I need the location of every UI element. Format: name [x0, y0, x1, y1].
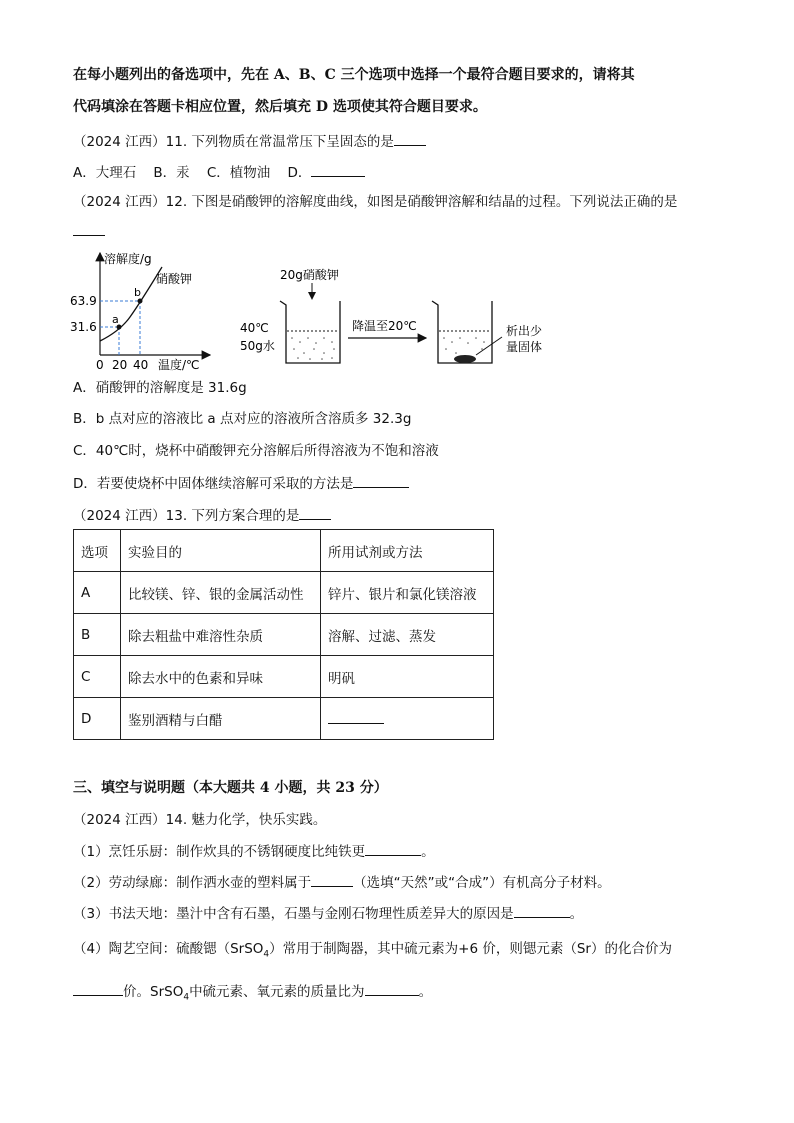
q14-part-3-text: （3）书法天地：墨汁中含有石墨，石墨与金刚石物理性质差异大的原因是	[73, 906, 514, 922]
beaker-2-dots	[443, 337, 485, 354]
q11-option-a: A．大理石	[73, 165, 137, 181]
table-row	[74, 698, 494, 740]
q14-part-4-cont	[73, 982, 432, 1007]
q13-stem	[73, 506, 331, 525]
x-tick-20: 20	[112, 358, 128, 372]
table-row	[74, 572, 494, 614]
q14-part-4-text-c: 价。SrSO	[123, 984, 184, 1000]
row-d-purpose: 鉴别酒精与白醋	[121, 698, 321, 740]
q14-part-3-blank[interactable]	[514, 904, 570, 918]
y-tick-63-9: 63.9	[70, 294, 97, 308]
row-d-method	[321, 698, 494, 740]
q14-part-4-end: 。	[418, 984, 433, 1000]
precipitate	[454, 355, 476, 363]
x-tick-0: 0	[96, 358, 104, 372]
q12-answer-line	[73, 222, 105, 241]
q14-part-1-blank[interactable]	[365, 842, 421, 856]
q14-part-4-text-d: 中硫元素、氧元素的质量比为	[189, 984, 365, 1000]
q12-answer-blank[interactable]	[73, 222, 105, 236]
row-b-option: B	[74, 614, 121, 656]
instructions-line-2: 代码填涂在答题卡相应位置，然后填充 D 选项使其符合题目要求。	[73, 99, 487, 115]
header-purpose: 实验目的	[121, 530, 321, 572]
section-3-title: 三、填空与说明题（本大题共 4 小题，共 23 分）	[73, 780, 388, 796]
table-row	[74, 614, 494, 656]
q14-part-4-blank-1[interactable]	[73, 982, 123, 996]
row-d-option: D	[74, 698, 121, 740]
q14-part-4-text-b: ）常用于制陶器，其中硫元素为+6 价，则锶元素（Sr）的化合价为	[269, 941, 672, 957]
q11-option-d: D．	[287, 165, 312, 181]
q14-stem: （2024 江西）14. 魅力化学，快乐实践。	[73, 812, 327, 828]
q14-part-2-blank[interactable]	[311, 873, 353, 887]
q14-part-4-sub: 4	[263, 949, 270, 960]
q13-table	[73, 529, 494, 740]
q12-option-d-text: D．若要使烧杯中固体继续溶解可采取的方法是	[73, 476, 354, 492]
q14-part-4	[73, 940, 672, 964]
q13-answer-blank[interactable]	[299, 506, 331, 520]
q11-option-c: C．植物油	[206, 165, 271, 181]
q14-part-2	[73, 873, 611, 892]
temperature-label: 40℃	[240, 321, 269, 335]
q12-option-d-blank[interactable]	[353, 474, 409, 488]
y-tick-31-6: 31.6	[70, 320, 97, 334]
x-axis-label: 温度/℃	[158, 358, 200, 372]
instructions-line-1: 在每小题列出的备选项中，先在 A、B、C 三个选项中选择一个最符合题目要求的，请将其	[73, 67, 635, 83]
process-label: 降温至20℃	[352, 319, 417, 333]
curve-label: 硝酸钾	[156, 272, 193, 286]
q14-part-3-end: 。	[569, 906, 584, 922]
x-tick-40: 40	[133, 358, 149, 372]
q14-part-1-end: 。	[421, 844, 435, 860]
q14-part-4-sub-2: 4	[183, 992, 190, 1003]
q12-option-c: C．40℃时，烧杯中硝酸钾充分溶解后所得溶液为不饱和溶液	[73, 443, 439, 459]
result-label-1: 析出少	[506, 324, 543, 338]
row-c-option: C	[74, 656, 121, 698]
row-c-purpose: 除去水中的色素和异味	[121, 656, 321, 698]
added-solute-label: 20g硝酸钾	[280, 268, 339, 282]
row-a-method: 锌片、银片和氯化镁溶液	[321, 572, 494, 614]
q12-figure	[70, 243, 590, 375]
row-a-purpose: 比较镁、锌、银的金属活动性	[121, 572, 321, 614]
q11-option-b: B．汞	[153, 165, 190, 181]
beaker-2	[432, 301, 492, 363]
row-b-purpose: 除去粗盐中难溶性杂质	[121, 614, 321, 656]
table-header-row	[74, 530, 494, 572]
beaker-1-water	[287, 331, 339, 362]
q11-options	[73, 163, 365, 182]
precipitate-pointer	[476, 337, 502, 355]
q11-option-d-blank[interactable]	[311, 163, 365, 177]
point-b-label: b	[134, 286, 141, 299]
q14-part-1	[73, 842, 435, 861]
q12-stem: （2024 江西）12. 下图是硝酸钾的溶解度曲线，如图是硝酸钾溶解和结晶的过程。下列说法正确的是	[73, 194, 678, 210]
row-c-method: 明矾	[321, 656, 494, 698]
q12-option-a: A．硝酸钾的溶解度是 31.6g	[73, 380, 247, 396]
q11-stem-text: （2024 江西）11. 下列物质在常温常压下呈固态的是	[73, 134, 394, 150]
q14-part-2-end: （选填“天然”或“合成”）有机高分子材料。	[353, 875, 611, 891]
q14-part-4-text-a: （4）陶艺空间：硫酸锶（SrSO	[73, 941, 264, 957]
q14-part-4-blank-2[interactable]	[365, 982, 419, 996]
q11-stem	[73, 132, 426, 151]
solubility-curve	[100, 267, 162, 341]
header-option: 选项	[74, 530, 121, 572]
row-d-method-blank[interactable]	[328, 710, 384, 724]
point-a-label: a	[112, 313, 119, 326]
row-a-option: A	[74, 572, 121, 614]
y-axis-label: 溶解度/g	[104, 252, 152, 266]
q12-option-b: B．b 点对应的溶液比 a 点对应的溶液所含溶质多 32.3g	[73, 411, 412, 427]
water-label: 50g水	[240, 339, 275, 353]
row-b-method: 溶解、过滤、蒸发	[321, 614, 494, 656]
table-row	[74, 656, 494, 698]
header-method: 所用试剂或方法	[321, 530, 494, 572]
q12-option-d	[73, 474, 409, 493]
q11-answer-blank[interactable]	[394, 132, 426, 146]
q14-part-1-text: （1）烹饪乐厨：制作炊具的不锈钢硬度比纯铁更	[73, 844, 366, 860]
q13-stem-text: （2024 江西）13. 下列方案合理的是	[73, 508, 300, 524]
q14-part-2-text: （2）劳动绿廊：制作洒水壶的塑料属于	[73, 875, 312, 891]
q14-part-3	[73, 904, 583, 923]
result-label-2: 量固体	[506, 340, 543, 354]
point-b	[138, 299, 143, 304]
